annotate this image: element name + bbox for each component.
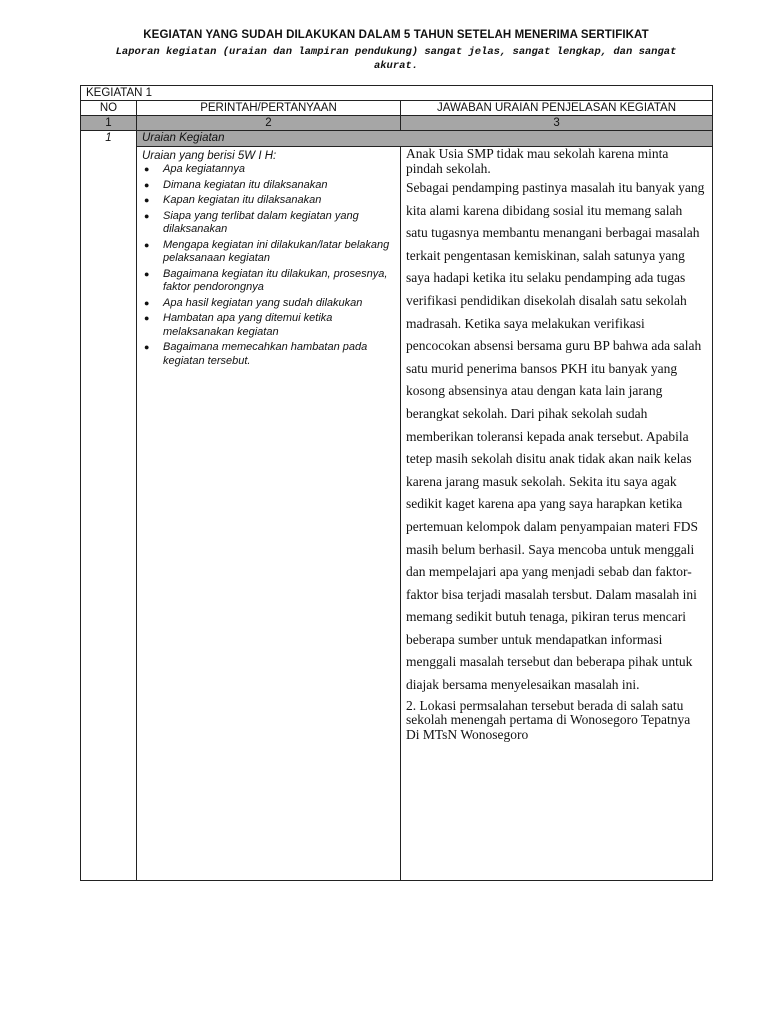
bullet-icon: ● bbox=[144, 297, 150, 308]
answer-paragraph-3: 2. Lokasi permsalahan tersebut berada di salah satu sekolah menengah pertama di Wonosegoro Tepatnya Di MTsN Wonosegoro bbox=[406, 697, 691, 742]
list-item: ● Mengapa kegiatan ini dilakukan/latar belakang pelaksanaan kegiatan bbox=[144, 238, 390, 264]
header-instruction: PERINTAH/PERTANYAAN bbox=[137, 101, 401, 116]
column-number-row bbox=[81, 116, 713, 131]
list-item: ● Apa kegiatannya bbox=[144, 163, 245, 175]
bullet-icon: ● bbox=[144, 268, 150, 279]
question-list bbox=[142, 163, 395, 368]
document-title: KEGIATAN YANG SUDAH DILAKUKAN DALAM 5 TAHUN SETELAH MENERIMA SERTIFIKAT bbox=[143, 29, 649, 41]
question-intro: Uraian yang berisi 5W I H: bbox=[142, 150, 277, 162]
question-cell bbox=[137, 147, 401, 881]
answer-paragraph-2: Sebagai pendamping pastinya masalah itu banyak yang kita alami karena dibidang sosial itu memang salah satu tugasnya membantu menangani berbagai masalah terkait pengentasan kemiskinan, salah satunya yang saya hadapi ketika itu selaku pendamping ada tugas verifikasi pendidikan disekolah disalah satu sekolah madrasah. Ketika saya melakukan verifikasi pencocokan absensi bersama guru BP bahwa ada salah satu murid penerima bansos PKH itu banyak yang kosong absensinya atau dengan kata lain jarang berangkat sekolah. Dari pihak sekolah sudah memberikan toleransi kepada anak tersebut. Apabila tetep masih sekolah disitu anak tidak akan naik kelas karena jarang masuk sekolah. Sekita itu saya agak sedikit kaget karena apa yang saya harapkan ketika pertemuan kelompok dalam penyampaian materi FDS masih belum berhasil. Saya mencoba untuk menggali dan mempelajari apa yang menjadi sebab dan faktor-faktor bisa terjadi masalah tersbut. Dalam masalah ini memang sedikit butuh tenaga, pikiran terus mencari beberapa sumber untuk mendapatkan informasi menggali masalah tersebut dan beberapa pihak untuk diajak bersama menyelesaikan masalah ini. bbox=[406, 180, 705, 693]
column-number-3: 3 bbox=[401, 116, 713, 131]
list-item: ● Kapan kegiatan itu dilaksanakan bbox=[144, 194, 322, 206]
section-number: 1 bbox=[81, 131, 137, 881]
header-no: NO bbox=[81, 101, 137, 116]
list-item: ● Siapa yang terlibat dalam kegiatan yang dilaksanakan bbox=[144, 209, 359, 235]
table-title-row bbox=[81, 86, 713, 101]
answer-cell bbox=[401, 147, 713, 881]
section-label: Uraian Kegiatan bbox=[137, 131, 713, 147]
bullet-icon: ● bbox=[144, 239, 150, 250]
bullet-icon: ● bbox=[144, 164, 150, 174]
bullet-icon: ● bbox=[144, 195, 150, 205]
table-title: KEGIATAN 1 bbox=[81, 86, 713, 101]
content-row bbox=[81, 147, 713, 881]
document-subtitle: Laporan kegiatan (uraian dan lampiran pendukung) sangat jelas, sangat lengkap, dan sangat akurat. bbox=[115, 46, 677, 72]
answer-paragraph-1: Anak Usia SMP tidak mau sekolah karena minta pindah sekolah. bbox=[406, 146, 669, 176]
column-number-2: 2 bbox=[137, 116, 401, 131]
header-answer: JAWABAN URAIAN PENJELASAN KEGIATAN bbox=[401, 101, 713, 116]
bullet-icon: ● bbox=[144, 342, 150, 352]
list-item: ● Apa hasil kegiatan yang sudah dilakukan bbox=[144, 296, 363, 309]
header-row bbox=[81, 101, 713, 116]
list-item: ● Hambatan apa yang ditemui ketika melaksanakan kegiatan bbox=[144, 312, 333, 338]
bullet-icon: ● bbox=[144, 313, 150, 323]
list-item: ● Bagaimana kegiatan itu dilakukan, prosesnya, faktor pendorongnya bbox=[144, 267, 388, 293]
activity-table bbox=[80, 85, 713, 881]
bullet-icon: ● bbox=[144, 210, 150, 221]
column-number-1: 1 bbox=[81, 116, 137, 131]
section-row bbox=[81, 131, 713, 147]
bullet-icon: ● bbox=[144, 179, 150, 190]
list-item: ● Bagaimana memecahkan hambatan pada kegiatan tersebut. bbox=[144, 341, 368, 367]
list-item: ● Dimana kegiatan itu dilaksanakan bbox=[144, 178, 328, 191]
